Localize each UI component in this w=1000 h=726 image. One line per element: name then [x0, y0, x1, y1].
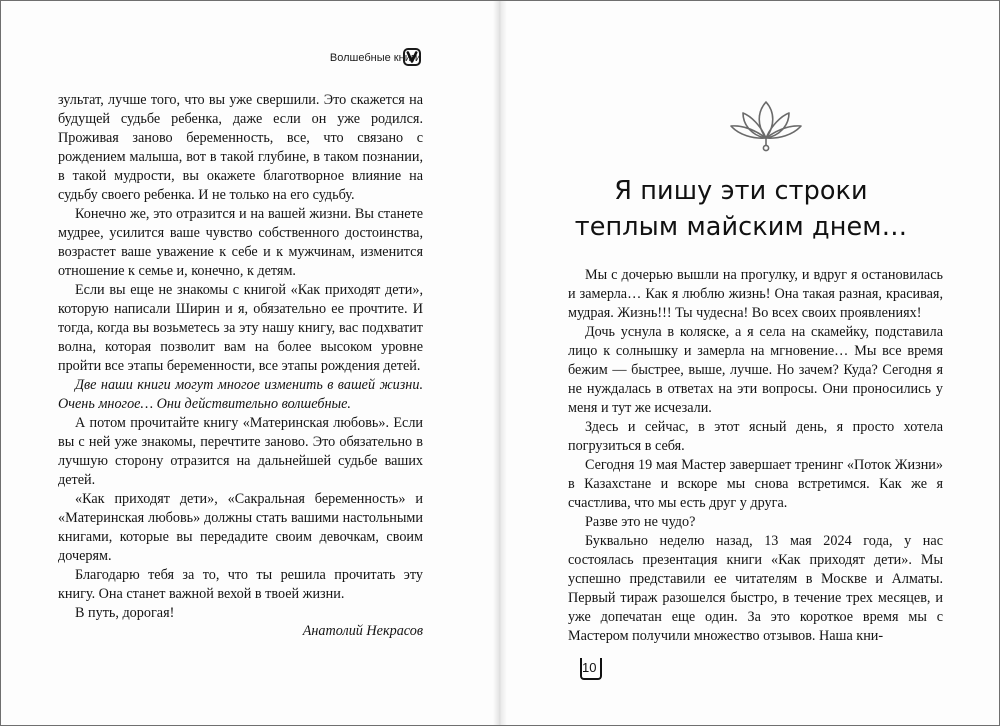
author-signature: Анатолий Некрасов — [302, 623, 423, 639]
paragraph: зультат, лучше того, что вы уже свершили. Это скажется на будущей судьбе ребенка, даже если он уже родился. Проживая заново беременность, все, что связано с рождением малыша, вот в такой глубине, в таком познании, в такой мудрости, вы окажете благотворное влияние на судьбу своего ребенка. И не только на его судьбу. — [58, 92, 423, 203]
paragraph: А потом прочитайте книгу «Материнская любовь». Если вы с ней уже знакомы, перечтите заново. Это обязательно в лучшую сторону отразится на дальнейшей судьбе ваших детей. — [58, 415, 423, 488]
page-number: 10 — [580, 658, 602, 680]
paragraph: Здесь и сейчас, в этот ясный день, я просто хотела погрузиться в себя. — [568, 419, 943, 454]
v-check-icon — [403, 48, 421, 66]
paragraph: Если вы еще не знакомы с книгой «Как приходят дети», которую написали Ширин и я, обязательно ее прочтите. И тогда, когда вы возьметесь за эту нашу книгу, вас подхватит волна, которая позволит вам на более высоком уровне пройти все этапы беременности, все этапы рождения детей. — [58, 282, 423, 374]
title-line: Я пишу эти строки — [614, 176, 868, 206]
paragraph: Благодарю тебя за то, что ты решила прочитать эту книгу. Она станет важной вехой в твоей жизни. — [58, 567, 423, 602]
right-body-text — [568, 266, 943, 646]
paragraph: Сегодня 19 мая Мастер завершает тренинг «Поток Жизни» в Казахстане и вскоре мы снова встретимся. Как же я счастлива, что мы есть друг у друга. — [568, 457, 943, 511]
paragraph: В путь, дорогая! — [75, 605, 175, 621]
chapter-title — [561, 173, 921, 245]
left-body-text — [58, 91, 423, 623]
paragraph: Дочь уснула в коляске, а я села на скамейку, подставила лицо к солнышку и замерла на мгновение… Мы все время бежим — быстрее, выше, лучше. Но зачем? Куда? Сегодня я не нуждалась в ответах на эти вопросы. Они проносились у меня и тут же исчезали. — [568, 324, 943, 416]
paragraph: «Как приходят дети», «Сакральная беременность» и «Материнская любовь» должны стать вашими настольными книгами, которые вы передадите своим девочкам, своим дочерям. — [58, 491, 423, 564]
paragraph: Буквально неделю назад, 13 мая 2024 года, у нас состоялась презентация книги «Как приходят дети». Мы успешно представили ее читателям в Москве и Алматы. Первый тираж разошелся быстро, в течение трех месяцев, и уже допечатан еще один. За это короткое время мы с Мастером получили множество отзывов. Наша кни- — [568, 533, 943, 644]
paragraph: Конечно же, это отразится и на вашей жизни. Вы станете мудрее, усилится ваше чувство собственного достоинства, возрастет ваше уважение к себе и к мужчинам, изменится отношение к семье и, конечно, к детям. — [58, 206, 423, 279]
italic-paragraph: Две наши книги могут многое изменить в вашей жизни. Очень многое… Они действительно волшебные. — [58, 377, 423, 412]
paragraph: Разве это не чудо? — [585, 514, 696, 530]
left-page — [1, 1, 500, 725]
book-gutter — [493, 1, 507, 725]
paragraph: Мы с дочерью вышли на прогулку, и вдруг я остановилась и замерла… Как я люблю жизнь! Она такая разная, красивая, мудрая. Жизнь!!! Ты чудесна! Во всех своих проявлениях! — [568, 267, 943, 321]
title-line: теплым майским днем… — [574, 212, 908, 242]
lotus-icon — [721, 96, 811, 156]
running-head: Волшебные книги — [329, 52, 421, 64]
